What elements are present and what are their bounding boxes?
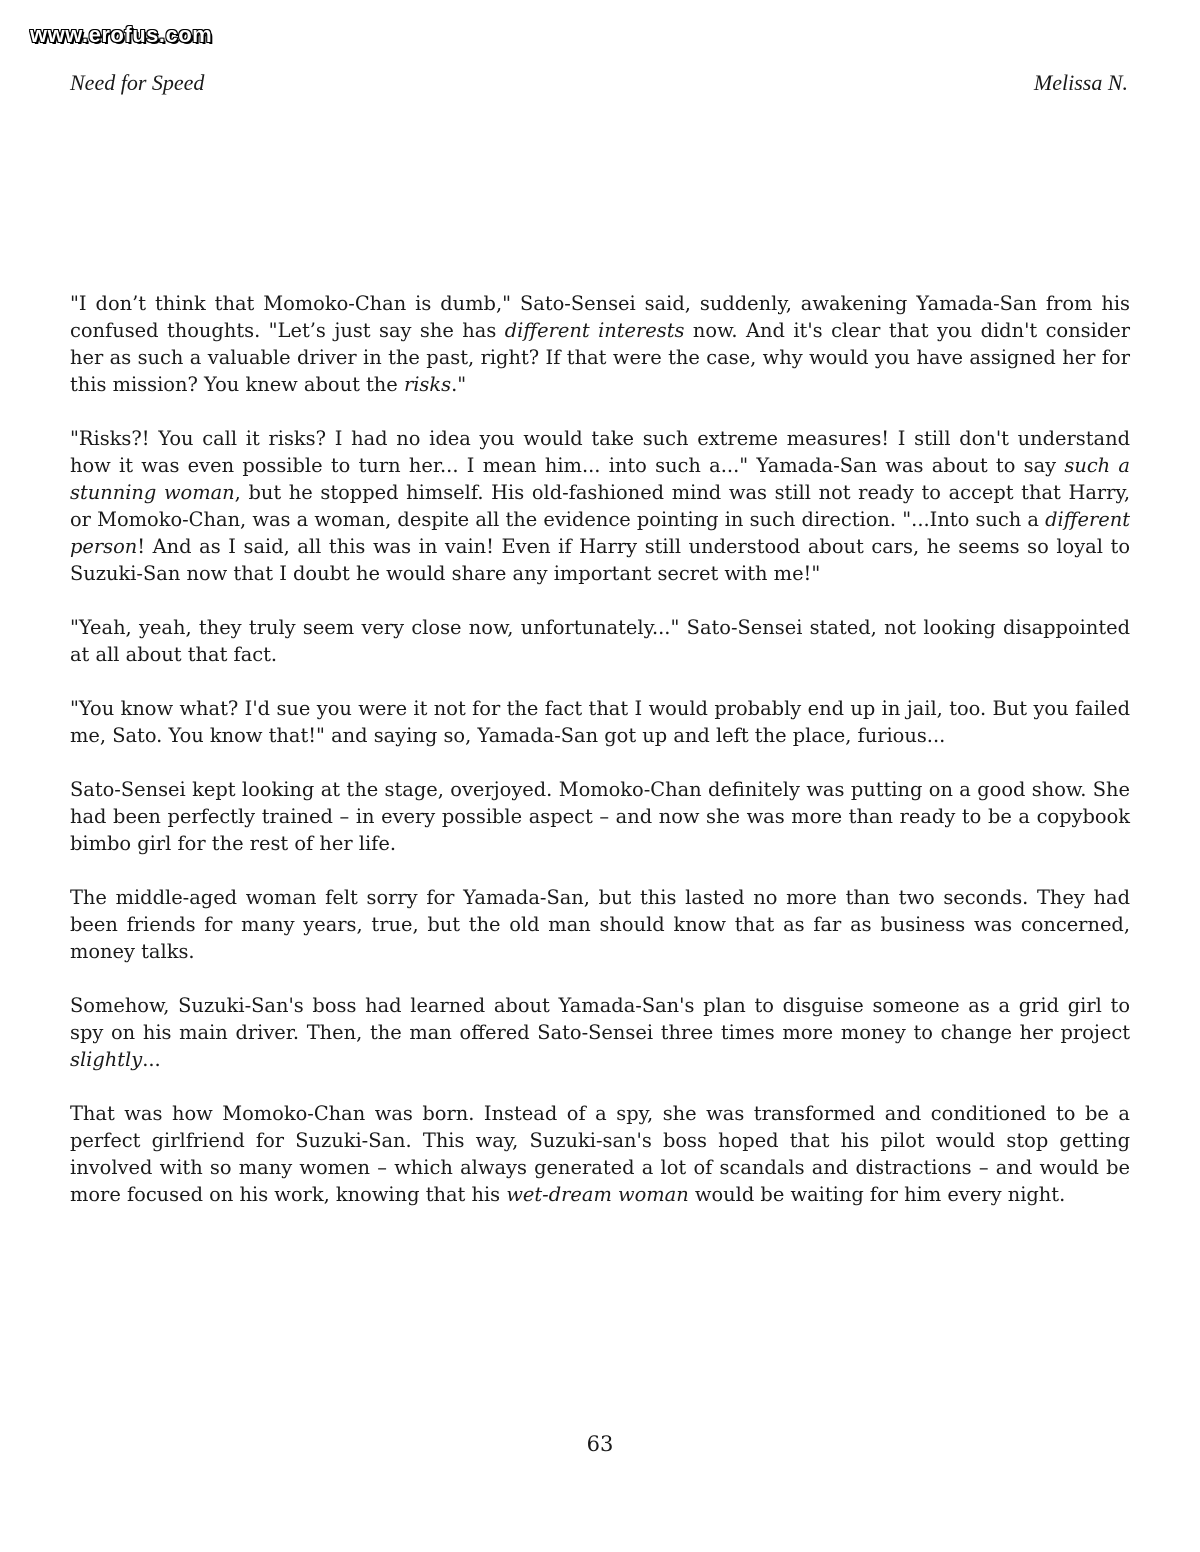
text-run: , but he stopped himself. His old-fashioned mind was still not ready to accept that Harry, or Momoko-Chan, was a woman, despite all the evidence pointing in such direction. "...Into such a xyxy=(70,481,1130,531)
page-number: 63 xyxy=(586,1432,614,1456)
text-run: would be waiting for him every night. xyxy=(688,1183,1066,1206)
text-run: "You know what? I'd sue you were it not for the fact that I would probably end up in jail, too. But you failed me, Sato. You know that!" and saying so, Yamada-San got up and left the place, furious... xyxy=(70,697,1130,747)
text-run: Somehow, Suzuki-San's boss had learned about Yamada-San's plan to disguise someone as a grid girl to spy on his main driver. Then, the man offered Sato-Sensei three times more money to change her project xyxy=(70,994,1130,1044)
book-title: Need for Speed xyxy=(70,70,205,95)
italic-text: slightly xyxy=(70,1048,143,1071)
watermark-text: www.erofus.com xyxy=(30,22,213,47)
paragraph xyxy=(70,425,1130,587)
paragraph xyxy=(70,614,1130,668)
running-header xyxy=(70,70,1128,96)
paragraph xyxy=(70,290,1130,398)
text-run: ! And as I said, all this was in vain! Even if Harry still understood about cars, he seems so loyal to Suzuki-San now that I doubt he would share any important secret with me!" xyxy=(70,535,1130,585)
text-run: Sato-Sensei kept looking at the stage, overjoyed. Momoko-Chan definitely was putting on a good show. She had been perfectly trained – in every possible aspect – and now she was more than ready to be a copybook bimbo girl for the rest of her life. xyxy=(70,778,1130,855)
italic-text: different interests xyxy=(504,319,685,342)
text-run: "I don’t think that Momoko-Chan is dumb," Sato-Sensei said, suddenly, awakening Yamada-San from his confused thoughts. "Let’s just say she has xyxy=(70,292,1130,342)
paragraph xyxy=(70,884,1130,965)
text-run: "Yeah, yeah, they truly seem very close now, unfortunately..." Sato-Sensei stated, not looking disappointed at all about that fact. xyxy=(70,616,1130,666)
text-run: "Risks?! You call it risks? I had no idea you would take such extreme measures! I still don't understand how it was even possible to turn her... I mean him... into such a..." Yamada-San was about to say xyxy=(70,427,1130,477)
text-run: The middle-aged woman felt sorry for Yamada-San, but this lasted no more than two seconds. They had been friends for many years, true, but the old man should know that as far as business was concerned, money talks. xyxy=(70,886,1130,963)
text-run: ." xyxy=(451,373,467,396)
body-text xyxy=(70,290,1130,1235)
text-run: now. And it's clear that you didn't consider her as such a valuable driver in the past, right? If that were the case, why would you have assigned her for this mission? You knew about the xyxy=(70,319,1130,396)
text-run: ... xyxy=(142,1048,161,1071)
italic-text: such a stunning woman xyxy=(70,454,1130,504)
paragraph xyxy=(70,695,1130,749)
paragraph xyxy=(70,1100,1130,1208)
italic-text: wet-dream woman xyxy=(506,1183,689,1206)
paragraph xyxy=(70,776,1130,857)
italic-text: different person xyxy=(70,508,1130,558)
text-run: That was how Momoko-Chan was born. Instead of a spy, she was transformed and conditioned to be a perfect girlfriend for Suzuki-San. This way, Suzuki-san's boss hoped that his pilot would stop getting involved with so many women – which always generated a lot of scandals and distractions – and would be more focused on his work, knowing that his xyxy=(70,1102,1130,1206)
italic-text: risks xyxy=(403,373,452,396)
author-name: Melissa N. xyxy=(1033,70,1128,95)
paragraph xyxy=(70,992,1130,1073)
